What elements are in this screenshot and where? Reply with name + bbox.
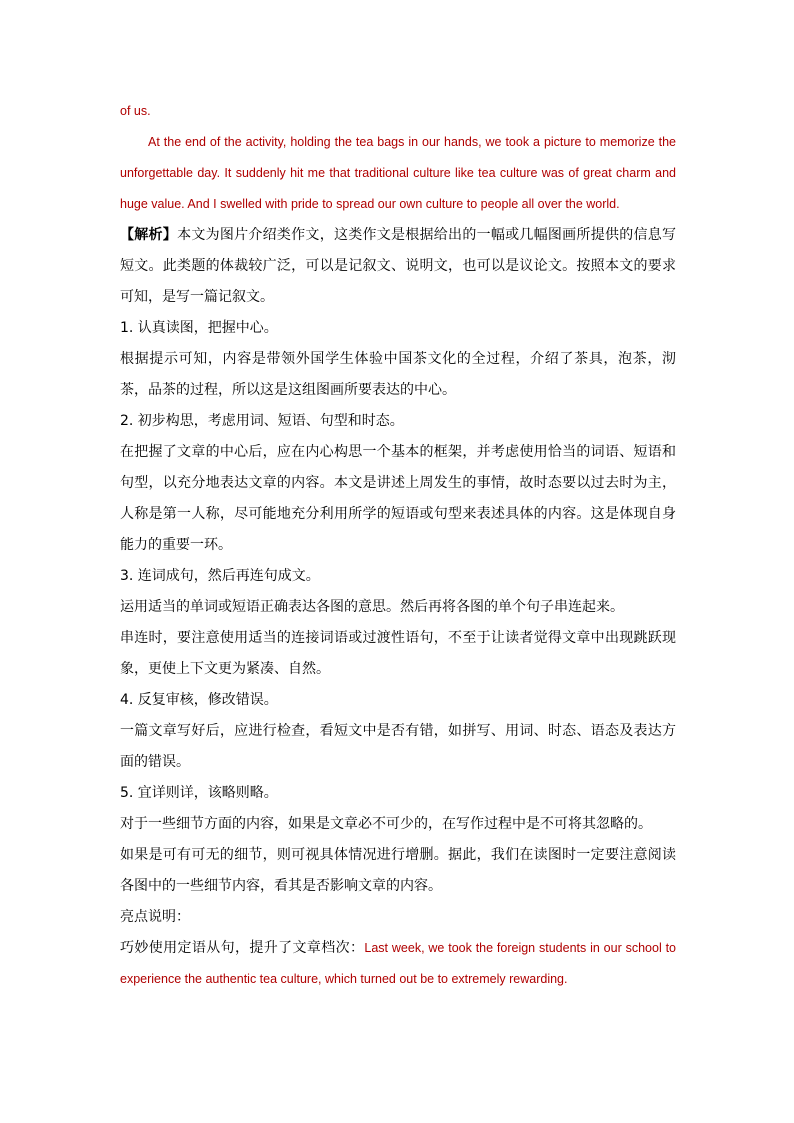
document-page — [120, 96, 676, 995]
highlight-label: 亮点说明： — [120, 909, 190, 925]
step-5-heading: 5. 宜详则详，该略则略。 — [120, 785, 278, 801]
step-3-paragraph-1: 运用适当的单词或短语正确表达各图的意思。然后再将各图的单个句子串连起来。 — [120, 599, 624, 615]
step-3-paragraph-2: 串连时，要注意使用适当的连接词语或过渡性语句，不至于让读者觉得文章中出现跳跃现象，更使上下文更为紧凑、自然。 — [120, 630, 676, 677]
analysis-intro-text: 本文为图片介绍类作文，这类作文是根据给出的一幅或几幅图画所提供的信息写短文。此类题的体裁较广泛，可以是记叙文、说明文，也可以是议论文。按照本文的要求可知，是写一篇记叙文。 — [120, 227, 677, 305]
step-4-heading: 4. 反复审核，修改错误。 — [120, 692, 278, 708]
essay-paragraph-end: of us. — [120, 104, 151, 118]
step-5-paragraph-2: 如果是可有可无的细节，则可视具体情况进行增删。据此，我们在读图时一定要注意阅读各图中的一些细节内容，看其是否影响文章的内容。 — [120, 847, 676, 894]
step-5-paragraph-1: 对于一些细节方面的内容，如果是文章必不可少的，在写作过程中是不可将其忽略的。 — [120, 816, 652, 832]
step-1-heading: 1. 认真读图，把握中心。 — [120, 320, 278, 336]
highlight-example: Last week, we took the foreign students in our school to experience the authentic tea culture, which turned out be to extremely rewarding. — [120, 941, 676, 986]
analysis-label: 【解析】 — [120, 227, 178, 243]
step-2-paragraph: 在把握了文章的中心后，应在内心构思一个基本的框架，并考虑使用恰当的词语、短语和句型，以充分地表达文章的内容。本文是讲述上周发生的事情，故时态要以过去时为主，人称是第一人称，尽可能地充分利用所学的短语或句型来表述具体的内容。这是体现自身能力的重要一环。 — [120, 444, 676, 553]
highlight-text: 巧妙使用定语从句，提升了文章档次： — [120, 940, 365, 956]
step-1-paragraph: 根据提示可知，内容是带领外国学生体验中国茶文化的全过程，介绍了茶具，泡茶，沏茶，品茶的过程，所以这是这组图画所要表达的中心。 — [120, 351, 676, 398]
step-4-paragraph: 一篇文章写好后，应进行检查，看短文中是否有错，如拼写、用词、时态、语态及表达方面的错误。 — [120, 723, 676, 770]
essay-paragraph-conclusion: At the end of the activity, holding the tea bags in our hands, we took a picture to memorize the unforgettable day. It suddenly hit me that traditional culture like tea culture was of great charm and huge value. And I swelled with pride to spread our own culture to people all over the world. — [120, 135, 676, 211]
highlight-paragraph — [120, 933, 676, 995]
step-3-heading: 3. 连词成句，然后再连句成文。 — [120, 568, 320, 584]
analysis-intro — [120, 220, 676, 313]
step-2-heading: 2. 初步构思，考虑用词、短语、句型和时态。 — [120, 413, 404, 429]
